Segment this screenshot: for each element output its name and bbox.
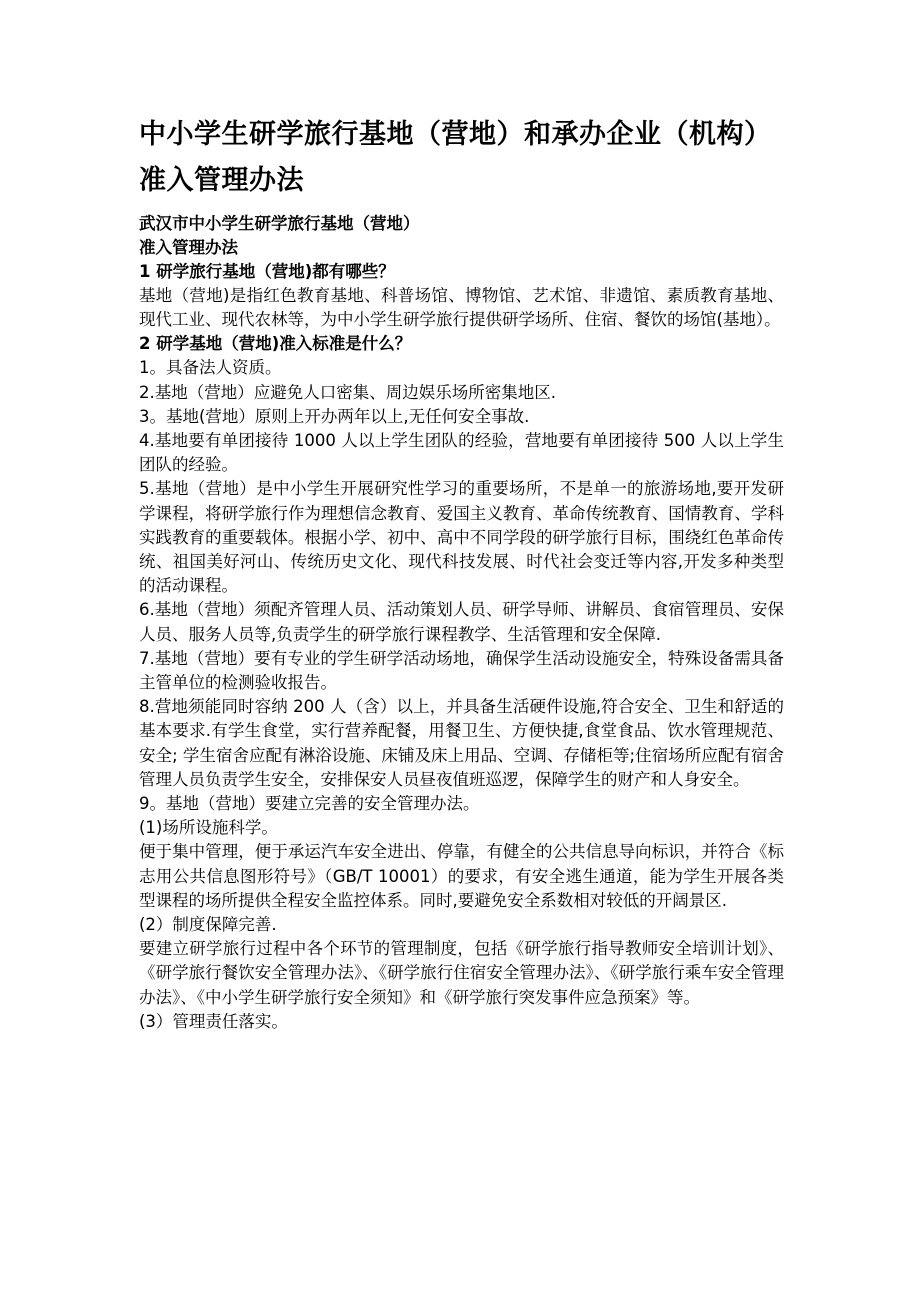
question-2-heading: 2 研学基地（营地)准入标准是什么？ [139,334,412,354]
list-item-3: 3。基地(营地）原则上开办两年以上,无任何安全事故. [139,406,530,426]
sub-item-2-paragraph: 要建立研学旅行过程中各个环节的管理制度，包括《研学旅行指导教师安全培训计划》、《研学旅行餐饮安全管理办法》、《研学旅行住宿安全管理办法》、《研学旅行乘车安全管理办法》、《中小学生研学旅行安全须知》和《研学旅行突发事件应急预案》等。 [139,939,784,1007]
document-page [139,112,784,1034]
sub-item-3-heading: (3）管理责任落实。 [139,1011,288,1031]
list-item-7: 7.基地（营地）要有专业的学生研学活动场地，确保学生活动设施安全，特殊设备需具备主管单位的检测验收报告。 [139,648,784,693]
list-item-5: 5.基地（营地）是中小学生开展研究性学习的重要场所，不是单一的旅游场地,要开发研学课程，将研学旅行作为理想信念教育、爱国主义教育、革命传统教育、国情教育、学科实践教育的重要载体。根据小学、初中、高中不同学段的研学旅行目标，围绕红色革命传统、祖国美好河山、传统历史文化、现代科技发展、时代社会变迁等内容,开发多种类型的活动课程。 [139,479,784,596]
document-title: 中小学生研学旅行基地（营地）和承办企业（机构）准入管理办法 [139,119,772,196]
sub-item-1-paragraph: 便于集中管理，便于承运汽车安全进出、停靠，有健全的公共信息导向标识，并符合《标志用公共信息图形符号》（GB/T 10001）的要求，有安全逃生通道，能为学生开展各类型课程的场所提供全程安全监控体系。同时,要避免安全系数相对较低的开阔景区. [139,842,784,910]
answer-1-paragraph: 基地（营地)是指红色教育基地、科普场馆、博物馆、艺术馆、非遗馆、素质教育基地、现代工业、现代农林等，为中小学生研学旅行提供研学场所、住宿、餐饮的场馆(基地）。 [139,286,784,330]
subtitle-org: 武汉市中小学生研学旅行基地（营地） [139,214,420,233]
question-1-heading: 1 研学旅行基地（营地)都有哪些？ [139,262,395,281]
list-item-4: 4.基地要有单团接待 1000 人以上学生团队的经验，营地要有单团接待 500 人以上学生团队的经验。 [139,431,784,475]
sub-item-1-heading: (1)场所设施科学。 [139,818,278,838]
list-item-9: 9。基地（营地）要建立完善的安全管理办法。 [139,794,480,814]
subtitle-doc: 准入管理办法 [139,238,238,257]
list-item-8: 8.营地须能同时容纳 200 人（含）以上，并具备生活硬件设施,符合安全、卫生和舒适的基本要求.有学生食堂，实行营养配餐，用餐卫生、方便快捷,食堂食品、饮水管理规范、安全; 学生宿舍应配有淋浴设施、床铺及床上用品、空调、存储柜等;住宿场所应配有宿舍管理人员负责学生安全，安排保安人员昼夜值班巡逻，保障学生的财产和人身安全。 [139,697,784,789]
list-item-6: 6.基地（营地）须配齐管理人员、活动策划人员、研学导师、讲解员、食宿管理员、安保人员、服务人员等,负责学生的研学旅行课程教学、生活管理和安全保障. [139,600,784,644]
list-item-1: 1。具备法人资质。 [139,358,282,378]
sub-item-2-heading: (2）制度保障完善. [139,915,277,935]
list-item-2: 2.基地（营地）应避免人口密集、周边娱乐场所密集地区. [139,382,556,402]
